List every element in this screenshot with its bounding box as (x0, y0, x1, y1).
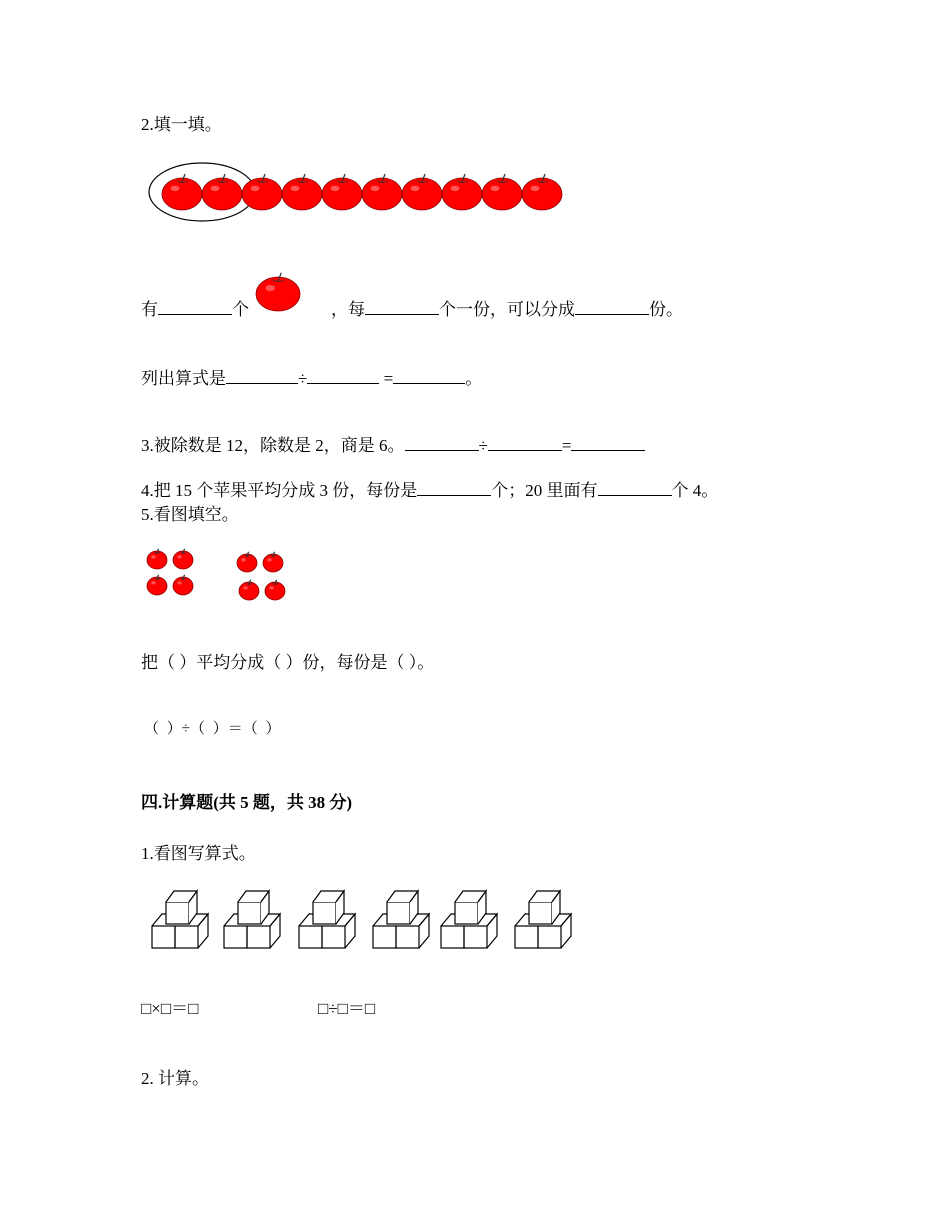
q3-line: 3.被除数是 12，除数是 2，商是 6。 ÷ = (141, 434, 645, 457)
cube-block-figure (152, 891, 208, 948)
cube-block-figure (373, 891, 429, 948)
apple-icon (162, 174, 202, 210)
apple-icon (173, 575, 193, 595)
cube-block-figure (299, 891, 355, 948)
mul-equation: □×□＝□ (141, 999, 199, 1018)
section-heading: 四.计算题(共 5 题，共 38 分) (141, 793, 353, 812)
apple-icon (522, 174, 562, 210)
apple-icon (282, 174, 322, 210)
q5-title: 5.看图填空。 (141, 505, 239, 524)
apple-icon (265, 580, 285, 600)
cube-block-figure (515, 891, 571, 948)
apple-icon (239, 580, 259, 600)
q4-line: 4.把 15 个苹果平均分成 3 份，每份是 个；20 里面有 个 4。 (141, 481, 719, 500)
answer-blank[interactable] (158, 298, 232, 315)
answer-blank[interactable] (405, 434, 479, 451)
apple-row-figure (145, 158, 585, 228)
cube-block-figure (441, 891, 497, 948)
apple-icon (442, 174, 482, 210)
answer-blank[interactable] (307, 367, 379, 384)
apple-groups-figure (143, 545, 303, 615)
apple-icon (362, 174, 402, 210)
apple-icon (147, 575, 167, 595)
answer-blank[interactable] (488, 434, 562, 451)
q2-title: 2.填一填。 (141, 115, 222, 134)
cube-block-figure (224, 891, 280, 948)
apple-icon (263, 552, 283, 572)
answer-blank[interactable] (598, 479, 672, 496)
cube-blocks-figure (148, 886, 588, 956)
answer-blank[interactable] (365, 298, 439, 315)
answer-blank[interactable] (571, 434, 645, 451)
apple-icon (173, 549, 193, 569)
apple-icon (402, 174, 442, 210)
apple-icon (482, 174, 522, 210)
div-equation: □÷□＝□ (318, 999, 376, 1018)
calc-q1-title: 1.看图写算式。 (141, 844, 256, 863)
apple-icon (242, 174, 282, 210)
answer-blank[interactable] (575, 298, 649, 315)
q5-sentence: 把（ ）平均分成（ ）份，每份是（ ）。 (141, 653, 435, 672)
apple-icon (237, 552, 257, 572)
calc-q2-title: 2. 计算。 (141, 1069, 209, 1088)
answer-blank[interactable] (226, 367, 298, 384)
apple-icon (322, 174, 362, 210)
apple-icon (256, 273, 300, 311)
answer-blank[interactable] (417, 479, 491, 496)
q2-formula-line: 列出算式是 ÷ = 。 (141, 369, 483, 388)
apple-icon (254, 268, 306, 318)
q2-fill-line: 有 个 ，每 个一份，可以分成 份。 (141, 300, 683, 319)
answer-blank[interactable] (393, 367, 465, 384)
apple-icon (202, 174, 242, 210)
q5-equation: （ ）÷（ ）＝（ ） (144, 721, 281, 737)
apple-icon (147, 549, 167, 569)
